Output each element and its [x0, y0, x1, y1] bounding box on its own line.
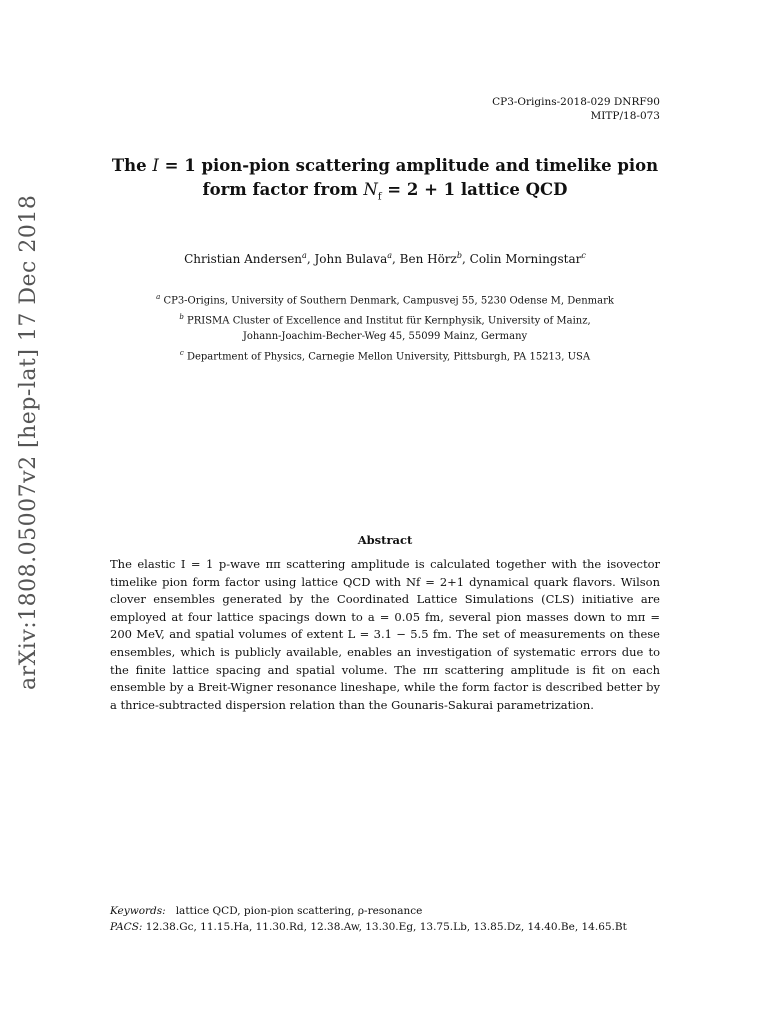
author-affiliation-mark: a	[387, 251, 393, 260]
author-name: John Bulava	[314, 252, 388, 266]
author-affiliation-mark: c	[581, 251, 586, 260]
author-affiliation-mark: b	[456, 251, 462, 260]
keywords-line	[110, 903, 670, 919]
affiliations	[110, 290, 660, 366]
arxiv-identifier-stamp: arXiv:1808.05007v2 [hep-lat] 17 Dec 2018	[16, 194, 41, 690]
affiliation-item: $^c$ Department of Physics, Carnegie Mellon University, Pittsburgh, PA 15213, USA	[179, 348, 591, 362]
author-list: Christian Andersen$^a$, John Bulava$^a$, Ben Hörz$^b$, Colin Morningstar$^c$	[184, 251, 586, 266]
keywords-value: lattice QCD, pion-pion scattering, ρ-resonance	[175, 905, 423, 917]
abstract-text: The elastic I = 1 p-wave ππ scattering amplitude is calculated together with the isovector timelike pion form factor using lattice QCD with Nf = 2+1 dynamical quark flavors. Wilson clover ensembles generated by the Coordinated Lattice Simulations (CLS) initiative are employed at four lattice spacings down to a = 0.05 fm, several pion masses down to mπ = 200 MeV, and spatial volumes of extent L = 3.1 − 5.5 fm. The set of measurements on these ensembles, which is publicly available, enables an investigation of systematic errors due to the finite lattice spacing and spatial volume. The ππ scattering amplitude is fit on each ensemble by a Breit-Wigner resonance lineshape, while the form factor is described better by a thrice-subtracted dispersion relation than the Gounaris-Sakurai parametrization.	[110, 557, 660, 712]
paper-title	[110, 154, 660, 209]
pacs-label: PACS:	[110, 921, 143, 933]
keywords-label: Keywords:	[110, 905, 166, 917]
keywords-section	[110, 903, 670, 935]
abstract-heading: Abstract	[357, 533, 413, 547]
preprint-numbers	[492, 95, 660, 123]
author-name: Colin Morningstar	[469, 252, 582, 266]
author-name: Ben Hörz	[399, 252, 457, 266]
title-line-2: form factor from $N_f = 2 + 1$ lattice QCD	[202, 180, 568, 203]
affiliation-item: $^a$ CP3-Origins, University of Southern Denmark, Campusvej 55, 5230 Odense M, Denmark	[156, 293, 614, 307]
title-line-1: The I = 1 pion-pion scattering amplitude and timelike pion	[111, 156, 659, 175]
author-affiliation-mark: a	[302, 251, 307, 260]
author-name: Christian Andersen	[184, 252, 303, 266]
affiliation-item: $^b$ PRISMA Cluster of Excellence and Institut für Kernphysik, University of Mainz, Johann-Joachim-Becher-Weg 45, 55099 Mainz, Germany	[179, 313, 591, 342]
preprint-number-line: CP3-Origins-2018-029 DNRF90	[492, 96, 660, 108]
preprint-number-line: MITP/18-073	[590, 110, 660, 122]
pacs-line	[110, 919, 670, 935]
pacs-value: 12.38.Gc, 11.15.Ha, 11.30.Rd, 12.38.Aw, 13.30.Eg, 13.75.Lb, 13.85.Dz, 14.40.Be, 14.65.Bt	[145, 921, 627, 933]
